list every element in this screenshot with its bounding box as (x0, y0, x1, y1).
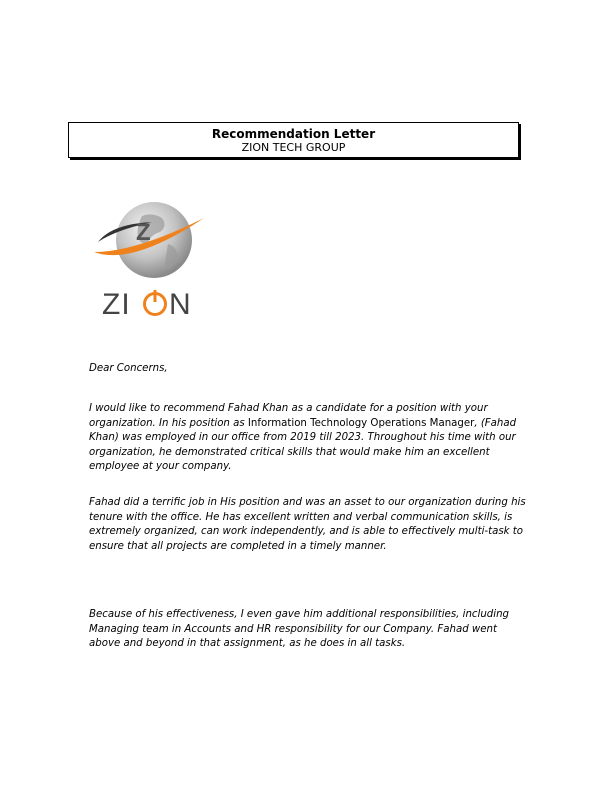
company-name: ZION TECH GROUP (241, 141, 346, 154)
job-title: Information Technology Operations Manager (247, 417, 475, 429)
paragraph-intro-start: I would like to recommend Fahad Khan as a candidate for a position with your organization. In his position as (89, 403, 488, 429)
greeting: Dear Concerns, (89, 363, 168, 374)
paragraph-responsibilities: Because of his effectiveness, I even gave him additional responsibilities, including Managing team in Accounts and HR responsibility for our Company. Fahad went above and beyond in that assignment, as he does in all tasks. (89, 609, 510, 649)
paragraph-performance: Fahad did a terrific job in His position and was an asset to our organization during his tenure with the office. He has excellent written and verbal communication skills, is extremely organized, can work independently, and is able to effectively multi-task to ensure that all projects are completed in a timely manner. (89, 497, 526, 552)
zion-logo-graphic (92, 200, 212, 322)
logo-wordmark: ZI (102, 288, 131, 321)
paragraph-intro (89, 402, 529, 475)
letter-header-box (68, 122, 519, 158)
zion-logo (92, 200, 212, 322)
svg-text:Z: Z (136, 219, 151, 246)
svg-text:N: N (169, 288, 191, 321)
paragraph-intro-end: , (Fahad Khan) was employed in our office from 2019 till 2023. Throughout his time with our organization, he demonstrated critical skills that would make him an excellent employee at your company. (89, 417, 517, 472)
letter-title: Recommendation Letter (211, 127, 376, 141)
